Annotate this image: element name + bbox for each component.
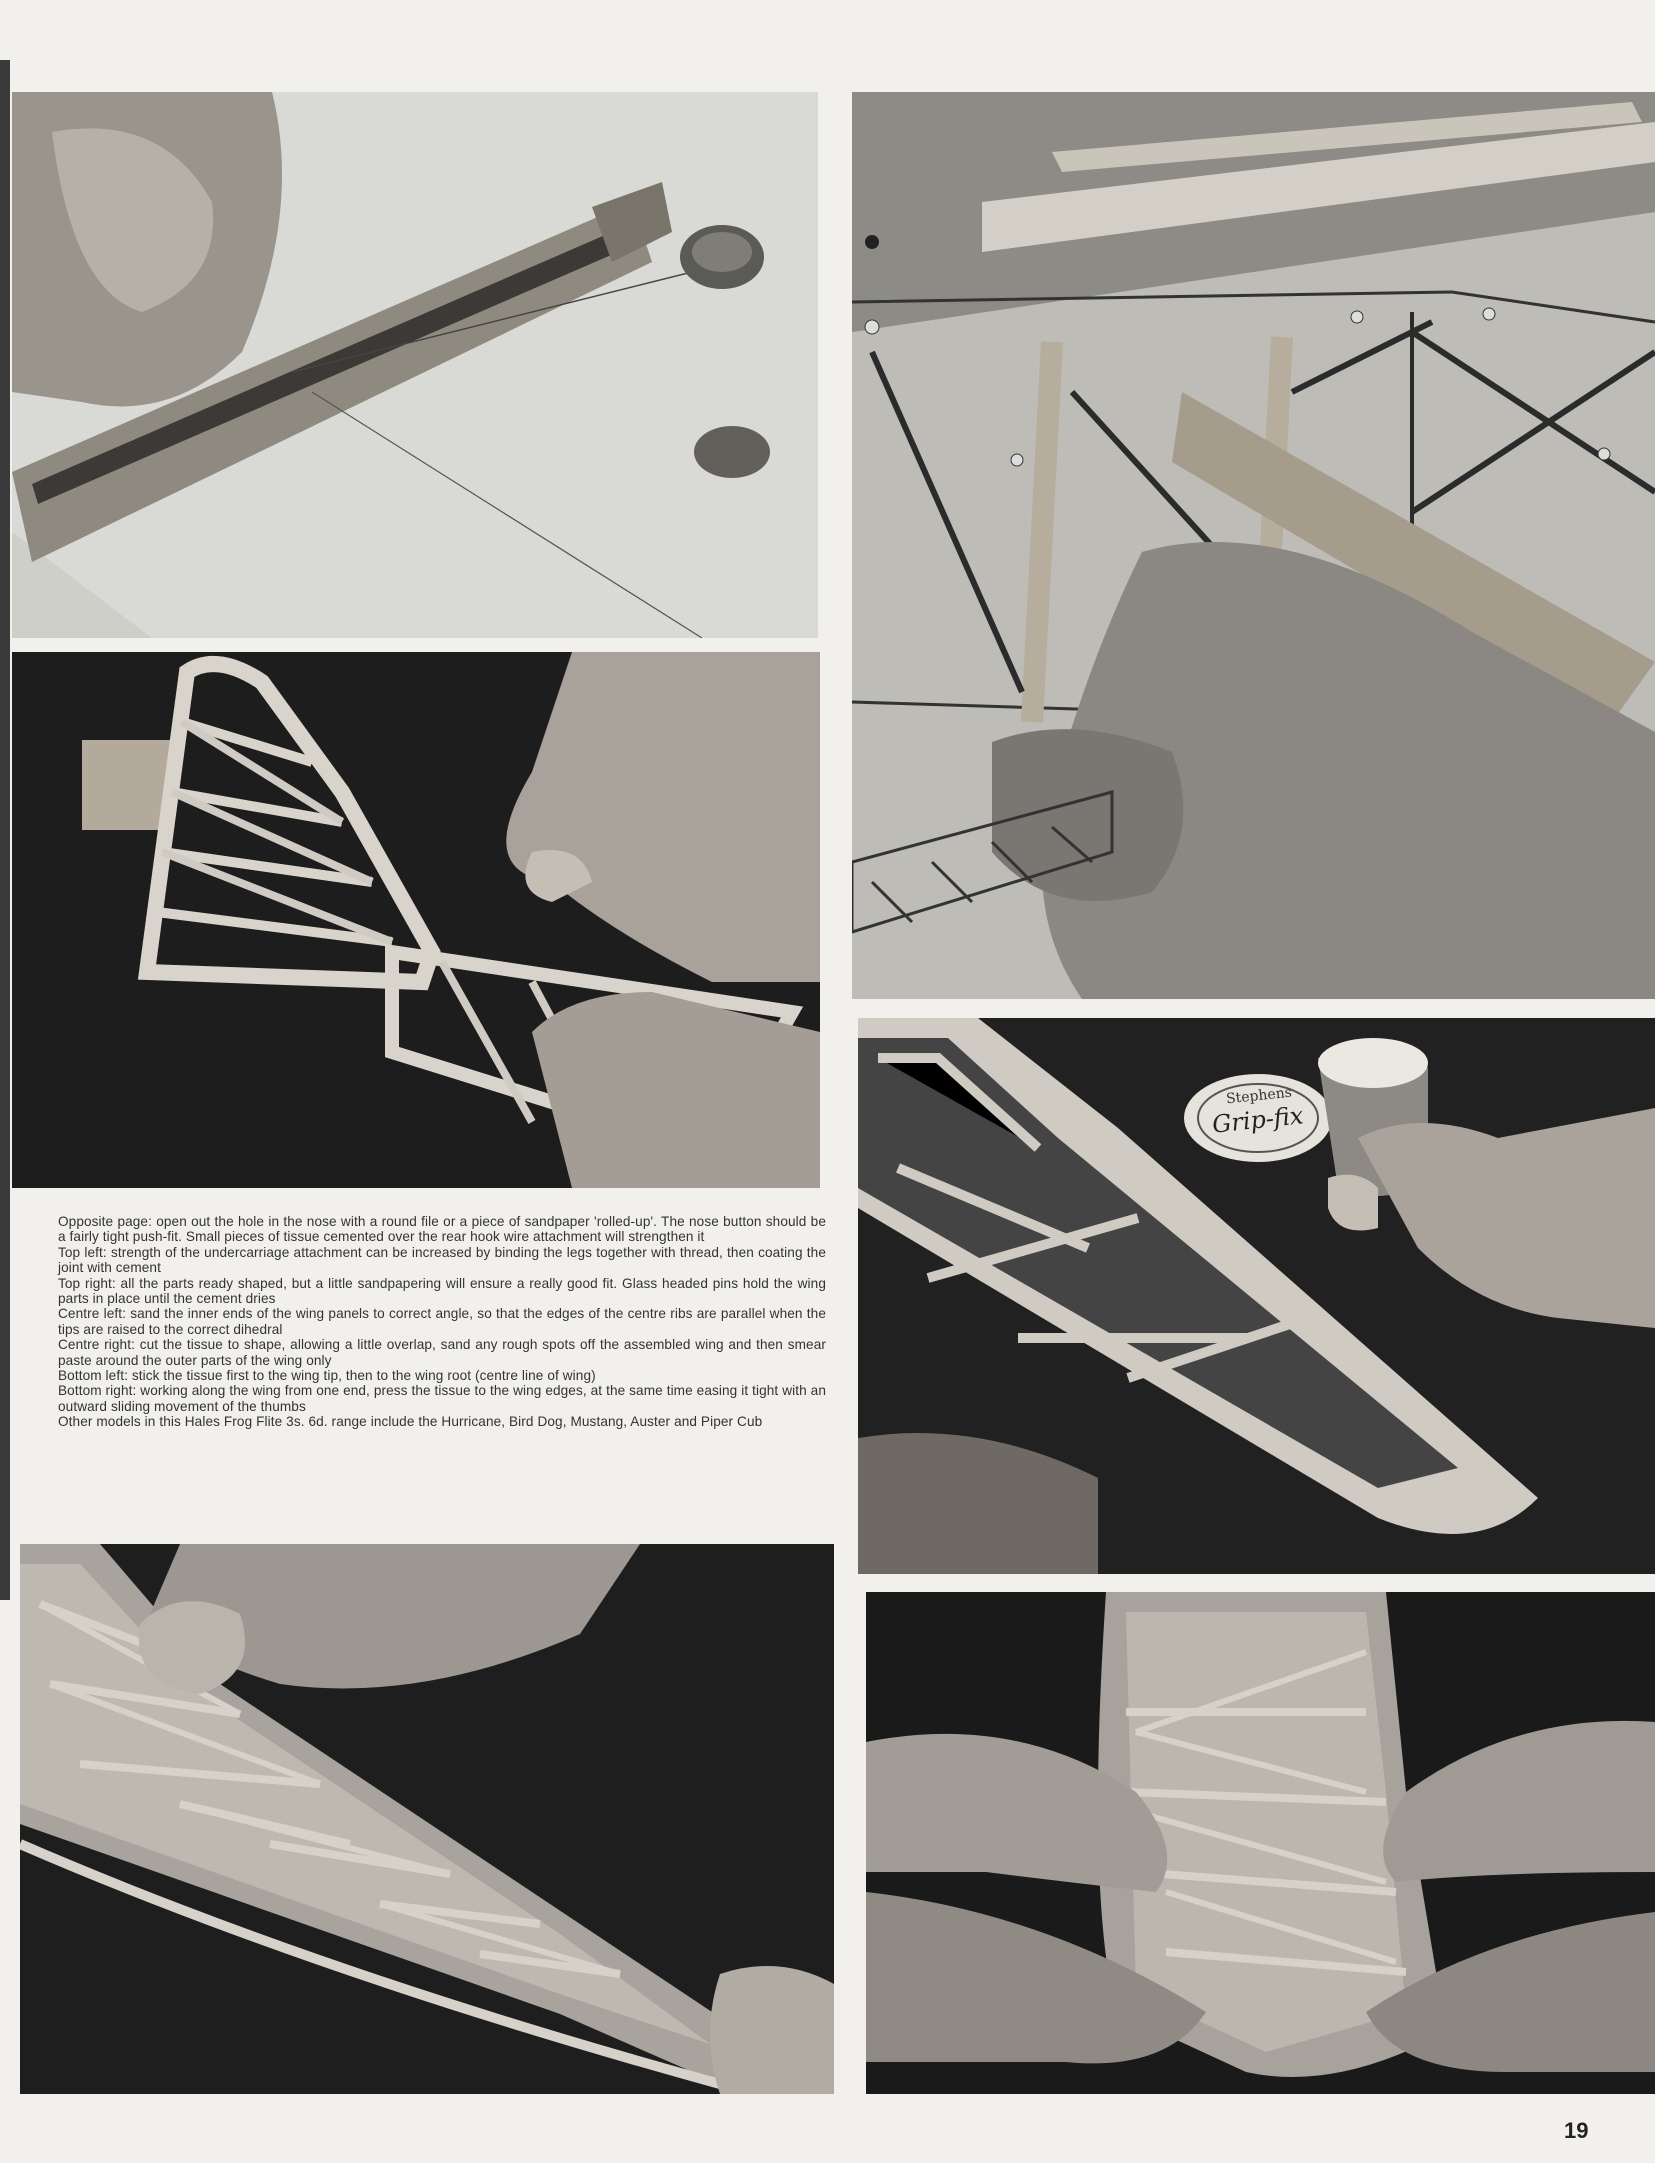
wing-panel-sanding-image bbox=[12, 652, 820, 1188]
photo-tissue-thumbs bbox=[866, 1592, 1655, 2094]
caption-bottom-left: Bottom left: stick the tissue first to the wing tip, then to the wing root (centre line of wing) bbox=[58, 1368, 596, 1384]
page-number: 19 bbox=[1564, 2118, 1589, 2143]
photo-tissue-wing-tip bbox=[20, 1544, 834, 2094]
binding-edge bbox=[0, 60, 10, 1600]
paste-tin-product: Grip-fix bbox=[1210, 1101, 1305, 1139]
parts-on-plan-image bbox=[852, 92, 1655, 999]
caption-top-left: Top left: strength of the undercarriage attachment can be increased by binding the legs together with thread, then coating the joint with cement bbox=[58, 1244, 826, 1276]
undercarriage-binding-image bbox=[12, 92, 818, 638]
caption-top-right: Top right: all the parts ready shaped, but a little sandpapering will ensure a really good fit. Glass headed pins hold the wing parts in place until the cement dries bbox=[58, 1275, 826, 1307]
photo-captions bbox=[58, 1214, 826, 1430]
caption-centre-right: Centre right: cut the tissue to shape, allowing a little overlap, sand any rough spots off the assembled wing and then smear paste around the outer parts of the wing only bbox=[58, 1337, 826, 1368]
caption-bottom-right: Bottom right: working along the wing from one end, press the tissue to the wing edges, at the same time easing it tight with an outward sliding movement of the thumbs bbox=[58, 1383, 826, 1414]
caption-other-models: Other models in this Hales Frog Flite 3s. 6d. range include the Hurricane, Bird Dog, Mustang, Auster and Piper Cub bbox=[58, 1414, 763, 1430]
tissue-wing-tip-image bbox=[20, 1544, 834, 2094]
photo-undercarriage-binding bbox=[12, 92, 818, 638]
caption-opposite-page: Opposite page: open out the hole in the nose with a round file or a piece of sandpaper 'rolled-up'. The nose button should be a fairly tight push-fit. Small pieces of tissue cemented over the rear hook wire attachment will strengthen it bbox=[58, 1214, 826, 1245]
caption-centre-left: Centre left: sand the inner ends of the wing panels to correct angle, so that the edges of the centre ribs are parallel when the tips are raised to the correct dihedral bbox=[58, 1306, 826, 1337]
photo-wing-panel-sanding bbox=[12, 652, 820, 1188]
paste-tin-brand: Stephens bbox=[1225, 1084, 1293, 1108]
tissue-thumbs-image bbox=[866, 1592, 1655, 2094]
photo-paste-application bbox=[858, 1018, 1655, 1574]
photo-parts-on-plan bbox=[852, 92, 1655, 999]
